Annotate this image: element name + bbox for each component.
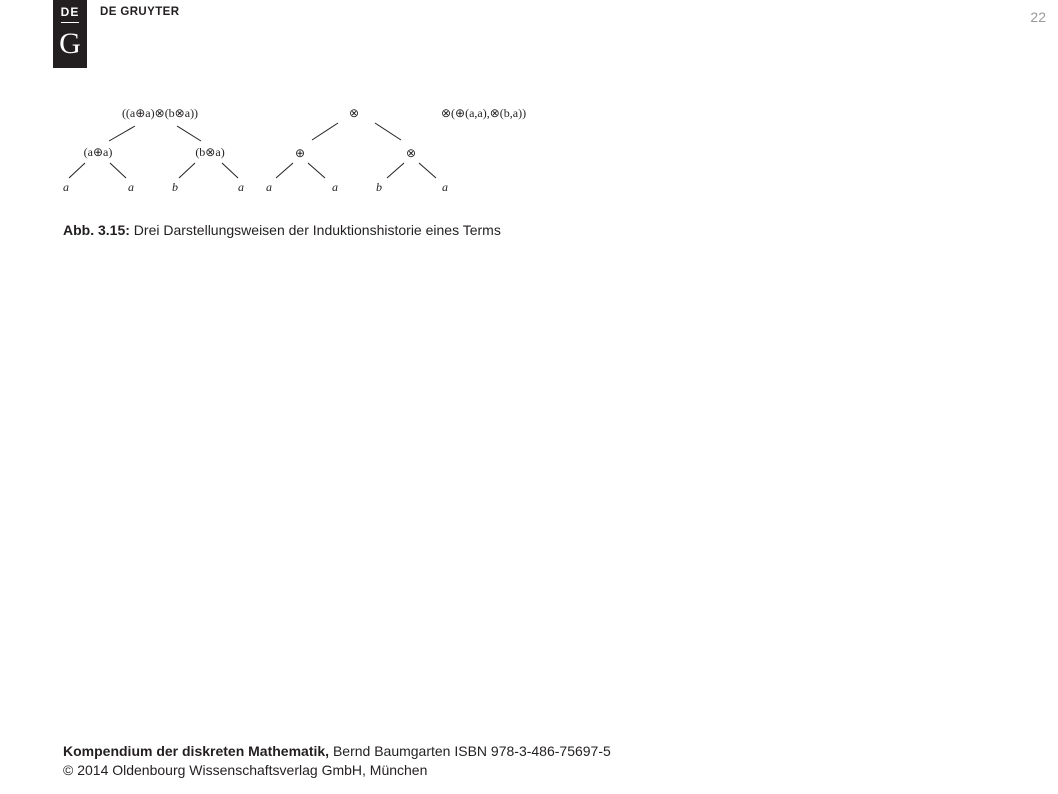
- tree2-left-label: ⊕: [294, 146, 306, 160]
- figure-term-trees: [55, 96, 555, 200]
- figure-svg: [55, 96, 555, 200]
- tree1-edge-right-b: [222, 163, 238, 178]
- tree2-edge-right-a: [387, 163, 404, 178]
- tree2-leaf-1: a: [266, 180, 272, 194]
- tree1-leaf-2: a: [128, 180, 134, 194]
- tree1-leaf-4: a: [238, 180, 244, 194]
- publisher-name: DE GRUYTER: [100, 6, 180, 18]
- figure-caption: [63, 222, 501, 238]
- tree1-right-label: (b⊗a): [195, 145, 225, 159]
- tree2-edge-left-a: [276, 163, 293, 178]
- logo-bottom-text: G: [59, 27, 81, 60]
- page-number: 22: [1030, 9, 1046, 25]
- tree2-leaf-2: a: [332, 180, 338, 194]
- footer-copyright: © 2014 Oldenbourg Wissenschaftsverlag GmbH, München: [63, 762, 428, 778]
- tree2-edge-root-right: [375, 123, 401, 140]
- tree2-leaf-4: a: [442, 180, 448, 194]
- tree1-edge-left-a: [69, 163, 85, 178]
- tree2-edge-left-b: [308, 163, 325, 178]
- book-title: Kompendium der diskreten Mathematik,: [63, 743, 330, 759]
- logo-divider: [61, 22, 79, 23]
- logo-top-text: DE: [60, 5, 80, 19]
- publisher-logo: [53, 0, 87, 68]
- tree1-left-label: (a⊕a): [83, 145, 113, 159]
- footer-line-1: [63, 742, 611, 761]
- tree1-leaf-3: b: [172, 180, 178, 194]
- caption-label: Abb. 3.15:: [63, 222, 130, 238]
- tree1-edge-right-a: [179, 163, 195, 178]
- book-details: Bernd Baumgarten ISBN 978-3-486-75697-5: [332, 743, 611, 759]
- tree2-right-label: ⊗: [405, 146, 417, 160]
- expression-label: ⊗(⊕(a,a),⊗(b,a)): [441, 106, 527, 120]
- tree1-edge-left-b: [110, 163, 126, 178]
- tree1-root-label: ((a⊕a)⊗(b⊗a)): [121, 106, 199, 120]
- citation-footer: [63, 742, 611, 780]
- tree1-leaf-1: a: [63, 180, 69, 194]
- tree2-leaf-3: b: [376, 180, 382, 194]
- tree1-edge-root-right: [177, 126, 201, 141]
- tree2-edge-root-left: [312, 123, 338, 140]
- tree1-edge-root-left: [109, 126, 135, 141]
- tree2-root-label: ⊗: [348, 106, 360, 120]
- caption-text: Drei Darstellungsweisen der Induktionshistorie eines Terms: [133, 222, 501, 238]
- tree2-edge-right-b: [419, 163, 436, 178]
